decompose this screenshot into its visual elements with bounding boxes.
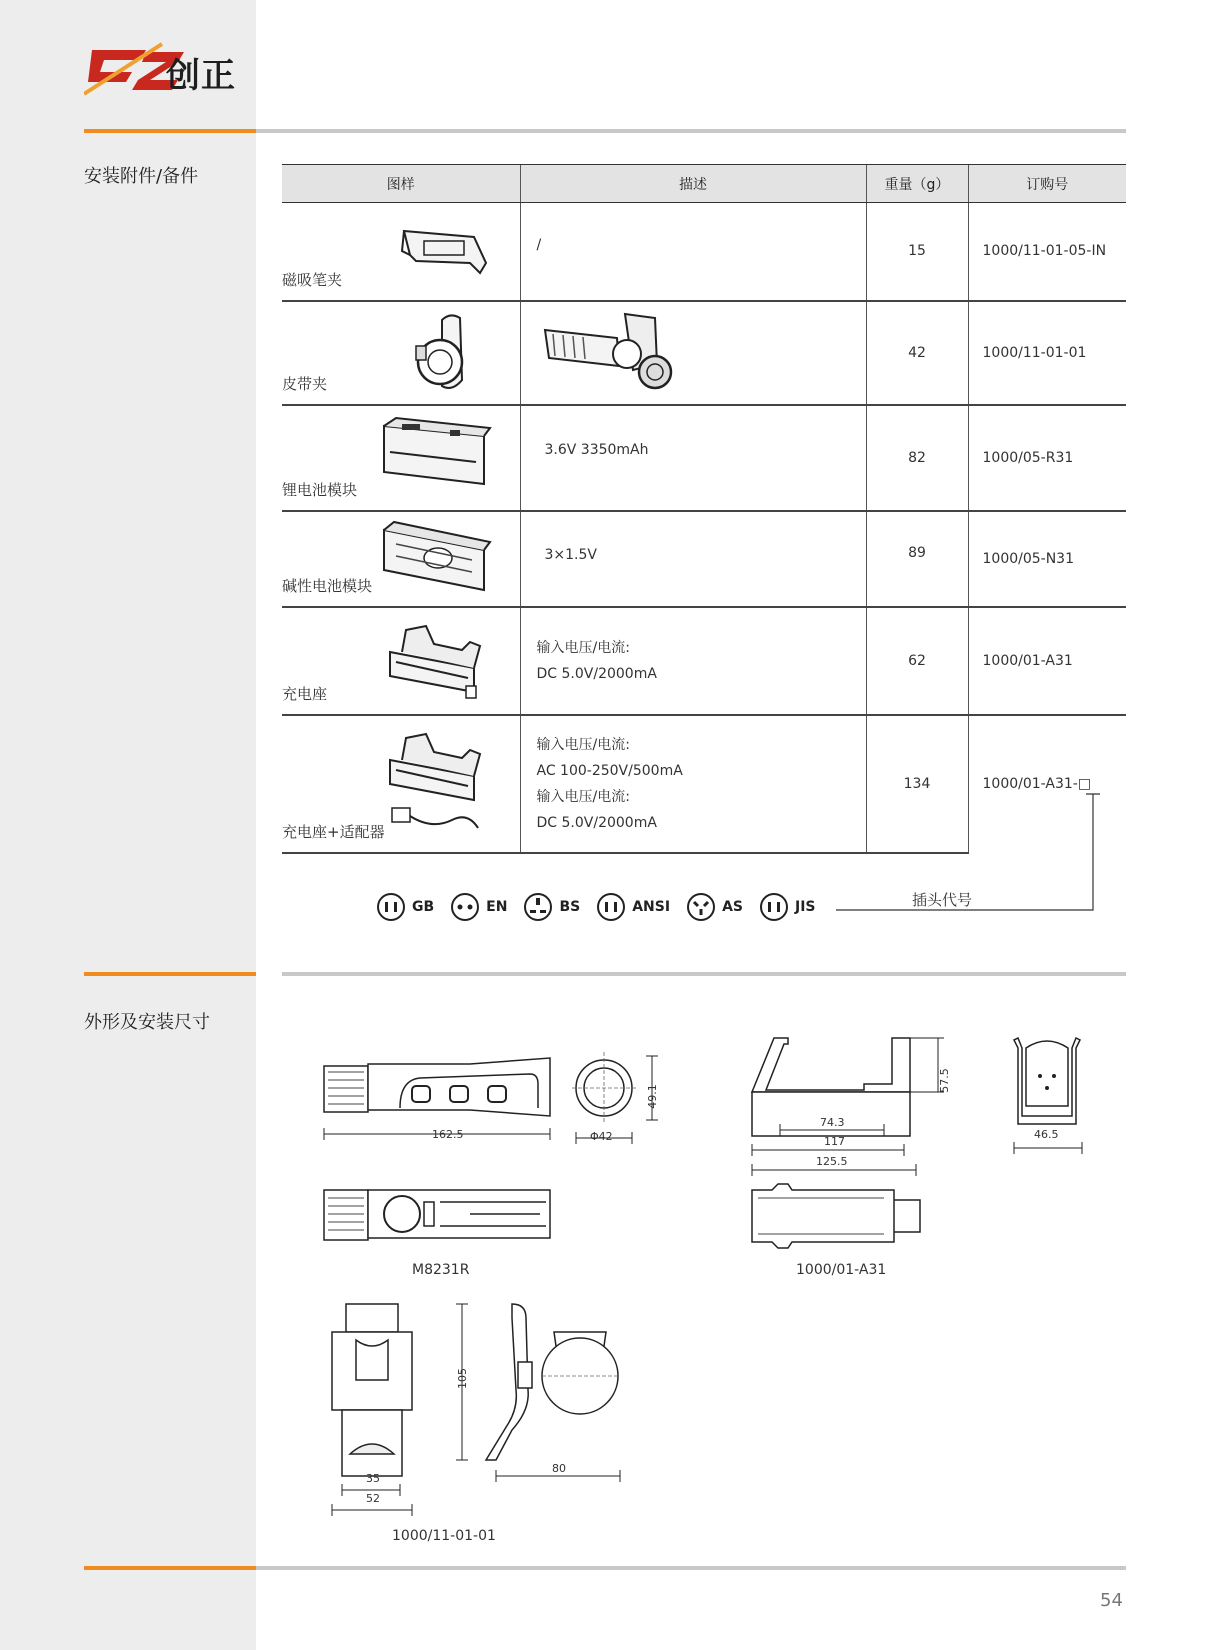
plug-type-list [376,892,832,922]
picture-cell [282,203,520,301]
item-name: 磁吸笔夹 [282,270,343,289]
section-divider-accent [84,129,256,133]
belt-clip-icon [402,310,492,400]
dimension-label: 125.5 [816,1155,848,1168]
charger-adapter-icon [382,724,492,842]
plug-label: EN [486,899,508,915]
picture-cell [282,405,520,511]
plug-bs-icon [523,892,553,922]
item-name: 充电座+适配器 [282,822,385,841]
table-row [282,607,1126,715]
plug-gb [376,892,434,922]
item-name: 碱性电池模块 [282,576,373,595]
logo-text: 创正 [166,56,236,96]
dimension-label: 74.3 [820,1116,845,1129]
order-number-cell: 1000/01-A31 [968,607,1126,715]
dimension-label: 57.5 [937,1068,951,1093]
footer-divider [256,1566,1126,1570]
plug-ansi-icon [596,892,626,922]
pen-clip-icon [396,211,492,283]
picture-cell [282,301,520,405]
flashlight-side-drawing [320,1050,560,1160]
item-name: 锂电池模块 [282,480,358,499]
dimension-label: 162.5 [432,1128,464,1141]
plug-label: GB [412,899,435,915]
section-divider [256,129,1126,133]
dimension-label: 105 [456,1368,469,1389]
belt-clip-front-drawing [326,1300,436,1520]
order-number-cell: 1000/05-N31 [968,511,1126,607]
item-name: 充电座 [282,684,328,703]
plug-ansi [596,892,670,922]
weight-cell: 15 [866,203,968,301]
description-line: DC 5.0V/2000mA [536,665,657,682]
plug-en-icon [450,892,480,922]
table-row [282,511,1126,607]
weight-cell: 134 [866,715,968,853]
alkaline-battery-icon [376,520,492,596]
description-line: 输入电压/电流: [536,736,630,753]
footer-divider-accent [84,1566,256,1570]
belt-clip-side-drawing [456,1300,636,1500]
flashlight-front-drawing [572,1048,682,1158]
dimension-label: 52 [366,1492,380,1505]
table-row [282,405,1126,511]
plug-code-label: 插头代号 [912,891,973,909]
weight-cell: 89 [866,511,968,607]
flashlight-top-drawing [320,1180,560,1260]
plug-as [686,892,743,922]
section-divider [282,972,1126,976]
dimension-label: 80 [552,1462,566,1475]
order-number-cell: 1000/05-R31 [968,405,1126,511]
item-name: 皮带夹 [282,374,328,393]
picture-cell [282,607,520,715]
accessories-section-title: 安装附件/备件 [84,166,199,187]
order-number-cell: 1000/11-01-01 [968,301,1126,405]
plug-bs [523,892,580,922]
plug-label: AS [722,899,743,915]
description-line: / [536,237,542,254]
belt-clip-mounted-icon [539,308,679,398]
table-header-row [282,165,1126,203]
dimensions-section-title: 外形及安装尺寸 [84,1012,210,1033]
picture-cell [282,511,520,607]
plug-label: ANSI [632,899,671,915]
header-order-number: 订购号 [968,165,1126,203]
order-number-cell: 1000/01-A31-□ [968,715,1126,853]
description-line: 输入电压/电流: [536,788,630,805]
sidebar-band [0,0,256,1650]
description-line: AC 100-250V/500mA [536,762,683,779]
lithium-battery-icon [376,414,492,494]
page-number: 54 [1100,1590,1123,1611]
header-picture: 图样 [282,165,520,203]
weight-cell: 62 [866,607,968,715]
drawing-caption: M8231R [412,1262,470,1278]
weight-cell: 42 [866,301,968,405]
plug-label: JIS [794,899,816,915]
description-cell [520,511,866,607]
weight-cell: 82 [866,405,968,511]
description-cell [520,607,866,715]
accessories-table [282,164,1126,854]
plug-label: BS [559,899,581,915]
drawing-caption: 1000/01-A31 [796,1262,887,1278]
header-description: 描述 [520,165,866,203]
header-weight: 重量（g） [866,165,968,203]
order-number-cell: 1000/11-01-05-IN [968,203,1126,301]
charger-top-drawing [744,1180,944,1260]
description-cell [520,715,866,853]
plug-jis-icon [759,892,789,922]
plug-gb-icon [376,892,406,922]
dimension-label: 46.5 [1034,1128,1059,1141]
description-line: 输入电压/电流: [536,639,630,656]
description-cell [520,301,866,405]
dimension-label: 49.1 [645,1084,659,1109]
table-row [282,203,1126,301]
plug-as-icon [686,892,716,922]
section-divider-accent [84,972,256,976]
description-line: DC 5.0V/2000mA [536,814,657,831]
plug-jis [759,892,816,922]
drawing-caption: 1000/11-01-01 [392,1528,496,1544]
dimension-label: 35 [366,1472,380,1485]
table-row [282,715,1126,853]
dimension-label: Φ42 [590,1130,613,1143]
plug-en [450,892,507,922]
picture-cell [282,715,520,853]
dimension-label: 117 [824,1135,845,1148]
description-cell [520,203,866,301]
description-cell [520,405,866,511]
table-row [282,301,1126,405]
charger-side-drawing [744,1034,964,1184]
description-line: 3×1.5V [544,546,597,563]
description-line: 3.6V 3350mAh [544,441,649,458]
charger-base-icon [382,616,492,706]
